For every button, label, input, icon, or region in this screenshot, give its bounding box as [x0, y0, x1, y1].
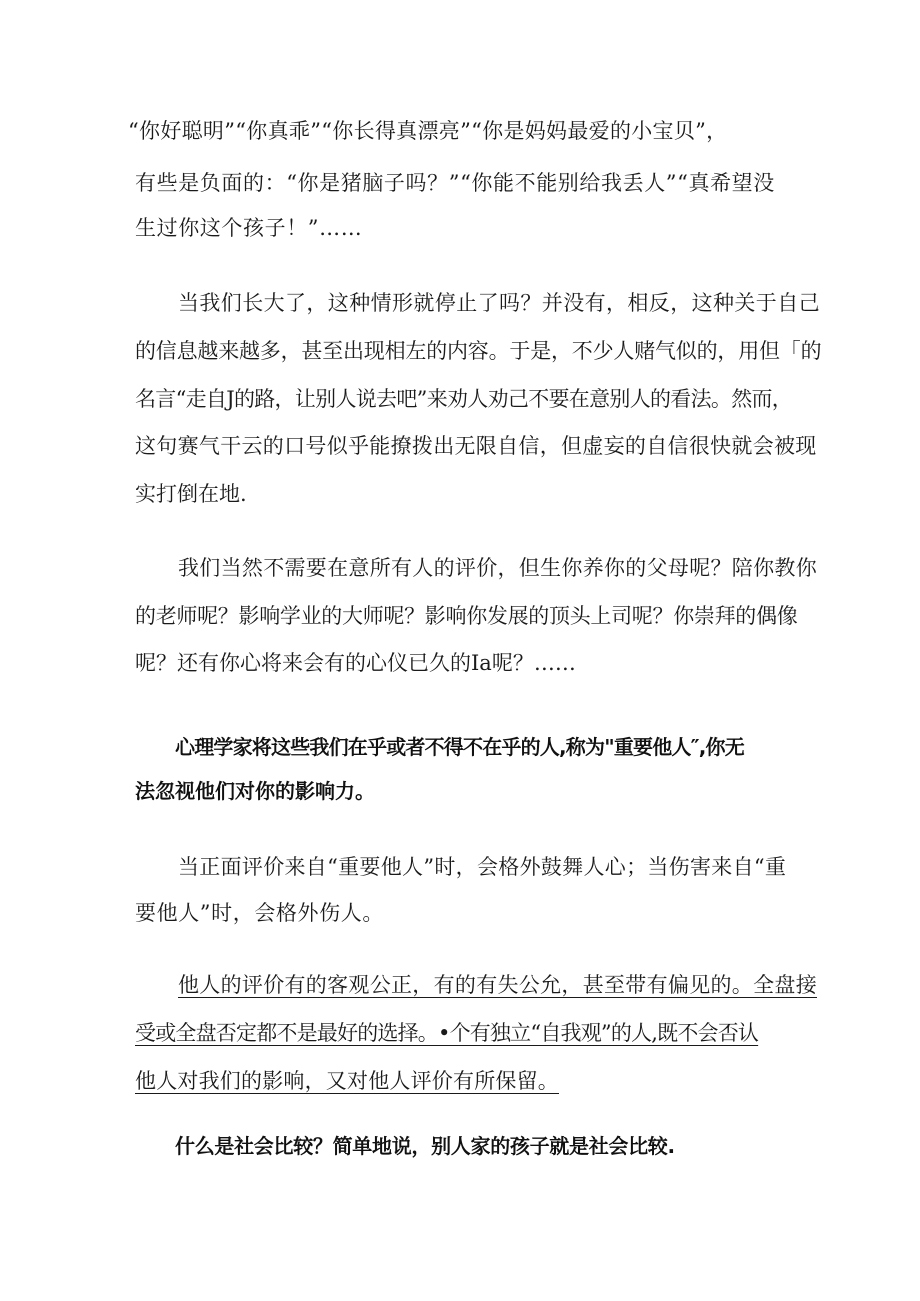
- intro-line-1: “你好聪明”“你真乖”“你长得真漂亮”“你是妈妈最爱的小宝贝”，: [128, 119, 728, 143]
- paragraph-6-line-2: 受或全盘否定都不是最好的选择。•个有独立“自我观”的人,既不会否认: [135, 1021, 759, 1045]
- paragraph-2-line-2: 的信息越来越多，甚至出现相左的内容。于是，不少人赌气似的，用但「的: [135, 339, 822, 363]
- paragraph-6-line-1: 他人的评价有的客观公正，有的有失公允，甚至带有偏见的。全盘接: [178, 973, 817, 997]
- paragraph-3-line-3: 呢？还有你心将来会有的心仪已久的Ia呢？……: [135, 651, 576, 675]
- paragraph-5-line-2: 要他人”时，会格外伤人。: [135, 901, 384, 925]
- paragraph-4-line-1: 心理学家将这些我们在乎或者不得不在乎的人,称为"重要他人″,你无: [175, 735, 744, 759]
- paragraph-5-line-1: 当正面评价来自“重要他人”时，会格外鼓舞人心；当伤害来自“重: [178, 855, 787, 879]
- paragraph-6-line-3: 他人对我们的影响，又对他人评价有所保留。: [135, 1069, 559, 1093]
- paragraph-2-line-4: 这句赛气干云的口号似乎能撩拨出无限自信，但虚妄的自信很快就会被现: [135, 434, 817, 458]
- intro-line-3: 生过你这个孩子！”……: [135, 216, 363, 240]
- paragraph-2-line-3: 名言“走自J的路，让别人说去吧”来劝人劝己不要在意别人的看法。然而，: [135, 387, 793, 411]
- paragraph-2-line-1: 当我们长大了，这种情形就停止了吗？并没有，相反，这种关于自己: [178, 291, 820, 315]
- paragraph-4-line-2: 法忽视他们对你的影响力。: [135, 779, 375, 803]
- intro-line-2: 有些是负面的：“你是猪脑子吗？”“你能不能别给我丢人”“真希望没: [135, 171, 775, 195]
- paragraph-2-line-5: 实打倒在地.: [135, 482, 247, 506]
- paragraph-3-line-1: 我们当然不需要在意所有人的评价，但生你养你的父母呢？陪你教你: [178, 556, 817, 580]
- paragraph-7-line-1: 什么是社会比较？简单地说，别人家的孩子就是社会比较.: [175, 1134, 675, 1158]
- paragraph-3-line-2: 的老师呢？影响学业的大师呢？影响你发展的顶头上司呢？你崇拜的偶像: [135, 604, 798, 628]
